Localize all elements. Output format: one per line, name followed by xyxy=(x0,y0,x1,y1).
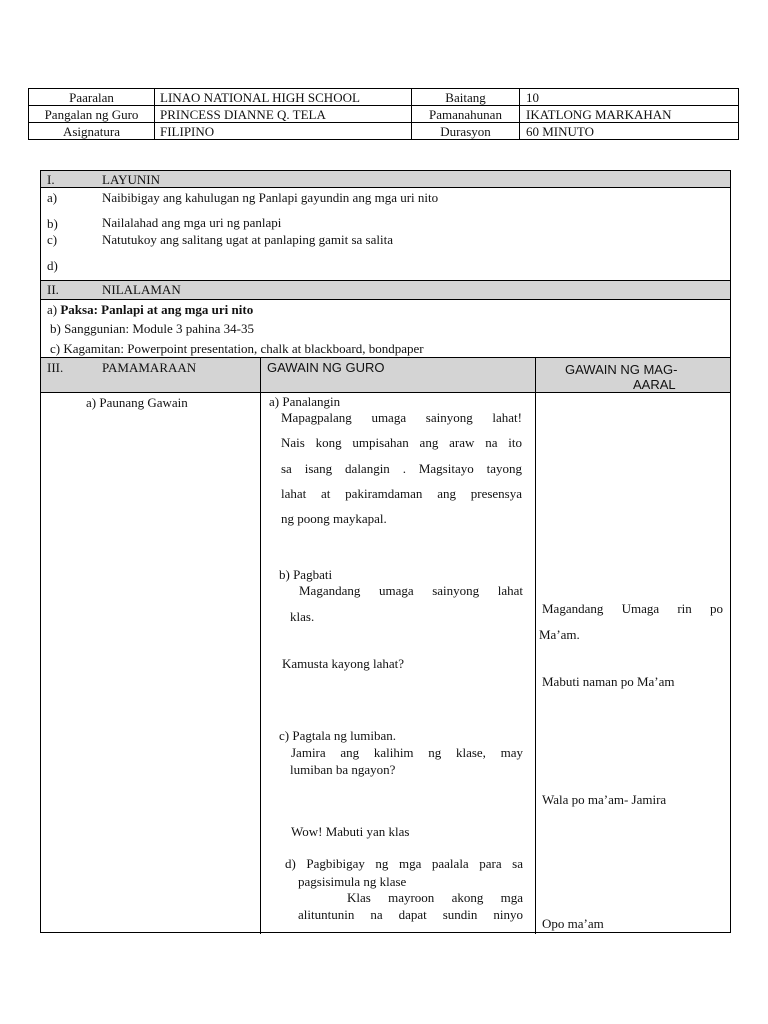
student-reply: Opo ma’am xyxy=(542,916,604,931)
teacher-value: PRINCESS DIANNE Q. TELA xyxy=(160,107,326,122)
prayer-line: ng poong maykapal. xyxy=(281,511,387,526)
objective-letter: c) xyxy=(47,232,58,247)
column-divider xyxy=(260,357,261,934)
praise-text: Wow! Mabuti yan klas xyxy=(291,824,410,839)
reminders-title: d) Pagbibigay ng mga paalala para sa xyxy=(285,856,523,871)
attendance-line: Jamira ang kalihim ng klase, may xyxy=(291,745,523,760)
prayer-title: a) Panalangin xyxy=(269,394,341,409)
section-2-title: NILALAMAN xyxy=(102,282,181,297)
teacher-label: Pangalan ng Guro xyxy=(44,107,139,122)
reference-text: b) Sanggunian: Module 3 pahina 34-35 xyxy=(50,321,254,336)
lesson-plan-table xyxy=(40,170,731,933)
objective-letter: a) xyxy=(47,190,58,205)
materials-text: c) Kagamitan: Powerpoint presentation, chalk at blackboard, bondpaper xyxy=(50,341,424,356)
objective-letter: d) xyxy=(47,258,58,273)
school-label: Paaralan xyxy=(69,90,114,105)
header-info-table xyxy=(28,88,739,140)
topic-line xyxy=(47,302,253,317)
prayer-line: Mapagpalang umaga sainyong lahat! xyxy=(281,410,522,425)
prayer-line: lahat at pakiramdaman ang presensya xyxy=(281,486,522,501)
how-are-you-question: Kamusta kayong lahat? xyxy=(282,656,405,671)
attendance-line: lumiban ba ngayon? xyxy=(290,762,396,777)
student-column-header-line2: AARAL xyxy=(633,377,676,392)
prayer-line: Nais kong umpisahan ang araw na ito xyxy=(281,435,522,450)
section-3-title: PAMAMARAAN xyxy=(102,360,197,375)
duration-value: 60 MINUTO xyxy=(526,124,595,139)
greeting-line: Magandang umaga sainyong lahat xyxy=(299,583,523,598)
reminders-line: pagsisimula ng klase xyxy=(298,874,407,889)
section-1-number: I. xyxy=(47,172,55,187)
school-value: LINAO NATIONAL HIGH SCHOOL xyxy=(160,90,360,105)
greeting-title: b) Pagbati xyxy=(279,567,333,582)
grade-value: 10 xyxy=(526,90,539,105)
topic-prefix: a) xyxy=(47,302,58,317)
objective-text: Natutukoy ang salitang ugat at panlaping gamit sa salita xyxy=(102,232,393,247)
duration-label: Durasyon xyxy=(440,124,491,139)
objective-letter: b) xyxy=(47,216,58,231)
section-3-number: III. xyxy=(47,360,64,375)
objective-text: Naibibigay ang kahulugan ng Panlapi gayundin ang mga uri nito xyxy=(102,190,439,205)
topic-text: Paksa: Panlapi at ang mga uri nito xyxy=(60,302,254,317)
reminders-line: Klas mayroon akong mga xyxy=(347,890,523,905)
student-reply: Ma’am. xyxy=(539,627,580,642)
column-divider xyxy=(535,357,536,934)
grade-label: Baitang xyxy=(445,90,486,105)
student-reply: Wala po ma’am- Jamira xyxy=(542,792,667,807)
student-reply: Mabuti naman po Ma’am xyxy=(542,674,675,689)
reminders-line: alituntunin na dapat sundin ninyo xyxy=(298,907,523,922)
quarter-value: IKATLONG MARKAHAN xyxy=(526,107,672,122)
activity-label: a) Paunang Gawain xyxy=(86,395,188,410)
teacher-column-header: GAWAIN NG GURO xyxy=(267,360,385,375)
objective-text: Nailalahad ang mga uri ng panlapi xyxy=(102,215,282,230)
subject-value: FILIPINO xyxy=(160,124,215,139)
subject-label: Asignatura xyxy=(62,124,121,139)
student-reply: Magandang Umaga rin po xyxy=(542,601,723,616)
attendance-title: c) Pagtala ng lumiban. xyxy=(279,728,396,743)
student-column-header-line1: GAWAIN NG MAG- xyxy=(565,362,678,377)
prayer-line: sa isang dalangin . Magsitayo tayong xyxy=(281,461,522,476)
quarter-label: Pamanahunan xyxy=(429,107,502,122)
section-1-title: LAYUNIN xyxy=(102,172,161,187)
greeting-line: klas. xyxy=(290,609,315,624)
section-2-number: II. xyxy=(47,282,59,297)
